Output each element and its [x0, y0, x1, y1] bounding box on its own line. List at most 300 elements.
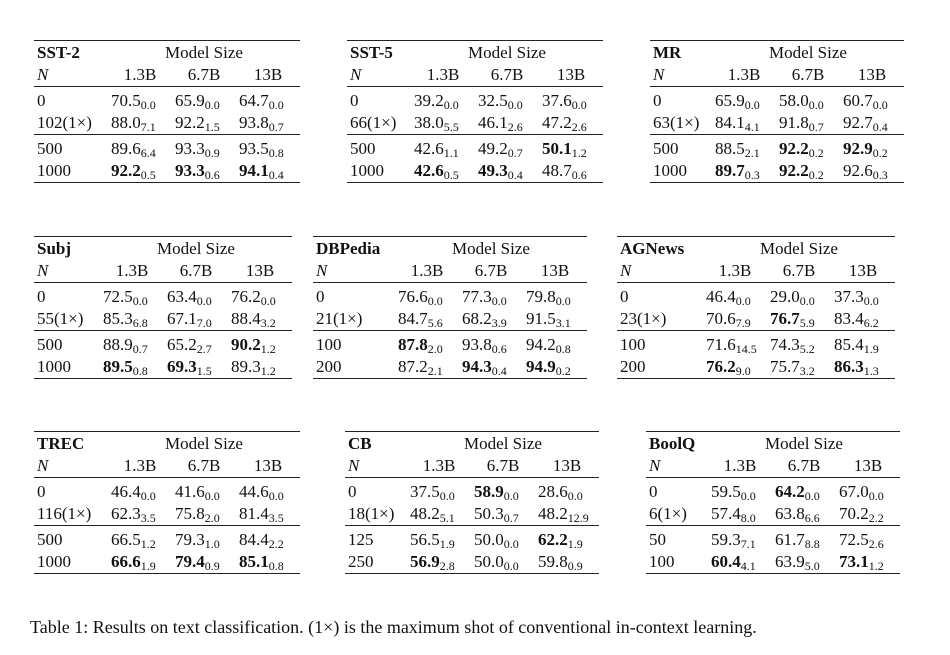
score-std: 1.2 [140, 537, 156, 551]
score-std: 0.7 [268, 120, 284, 134]
score-value: 94.2 [526, 335, 556, 354]
score-std: 0.4 [268, 168, 284, 182]
score-cell [836, 526, 900, 552]
score-std: 0.0 [268, 98, 284, 112]
score-std: 0.3 [872, 168, 888, 182]
score-cell [459, 283, 523, 309]
n-header: N [653, 65, 665, 84]
subheader-row [313, 260, 587, 283]
score-cell [776, 112, 840, 135]
score-std: 7.1 [740, 537, 756, 551]
score-cell [471, 526, 535, 552]
subheader-row [347, 64, 603, 87]
table-row [347, 87, 603, 113]
table-row [313, 356, 587, 379]
dataset-name: Subj [34, 237, 100, 261]
score-value: 89.5 [103, 357, 133, 376]
header-row [345, 432, 599, 456]
model-size-label: 13B [857, 65, 887, 84]
header-row [347, 41, 603, 65]
score-value: 89.6 [111, 139, 141, 158]
score-value: 63.9 [775, 552, 805, 571]
score-cell [772, 551, 836, 574]
model-size-header: Model Size [108, 41, 300, 65]
model-size-label: 6.7B [787, 456, 821, 475]
score-cell [831, 356, 895, 379]
score-value: 92.2 [779, 161, 809, 180]
score-cell [772, 526, 836, 552]
dataset-name: DBPedia [313, 237, 395, 261]
score-value: 94.9 [526, 357, 556, 376]
model-size-label: 13B [540, 261, 570, 280]
score-cell [236, 112, 300, 135]
score-cell [475, 135, 539, 161]
score-cell [100, 331, 164, 357]
shot-count: 0 [34, 87, 108, 113]
score-cell [840, 112, 904, 135]
score-value: 93.3 [175, 139, 205, 158]
table-caption: Table 1: Results on text classification. (1×) is the maximum shot of conventional in-context learning. [30, 617, 757, 637]
score-value: 76.2 [706, 357, 736, 376]
score-std: 0.7 [507, 146, 523, 160]
score-value: 90.2 [231, 335, 261, 354]
score-value: 85.1 [239, 552, 269, 571]
score-cell [772, 503, 836, 526]
score-value: 46.4 [111, 482, 141, 501]
shot-count: 500 [34, 331, 100, 357]
model-size-label: 1.3B [123, 456, 157, 475]
score-value: 60.4 [711, 552, 741, 571]
score-std: 0.4 [872, 120, 888, 134]
shot-count: 50 [646, 526, 708, 552]
score-cell [776, 87, 840, 113]
score-cell [172, 503, 236, 526]
score-value: 37.3 [834, 287, 864, 306]
score-std: 0.0 [804, 489, 820, 503]
score-std: 6.4 [140, 146, 156, 160]
shot-count: 100 [646, 551, 708, 574]
score-value: 61.7 [775, 530, 805, 549]
score-cell [471, 478, 535, 504]
score-cell [411, 135, 475, 161]
score-cell [108, 551, 172, 574]
score-cell [539, 135, 603, 161]
score-value: 50.3 [474, 504, 504, 523]
score-std: 1.2 [260, 342, 276, 356]
table-row [646, 551, 900, 574]
score-cell [836, 551, 900, 574]
score-value: 92.2 [779, 139, 809, 158]
score-value: 84.1 [715, 113, 745, 132]
score-std: 0.0 [260, 294, 276, 308]
score-std: 0.7 [132, 342, 148, 356]
results-table [313, 236, 587, 379]
score-cell [172, 551, 236, 574]
table-row [347, 160, 603, 183]
shot-count: 500 [650, 135, 712, 161]
score-value: 66.5 [111, 530, 141, 549]
score-value: 49.3 [478, 161, 508, 180]
score-value: 93.8 [462, 335, 492, 354]
score-value: 92.2 [111, 161, 141, 180]
table-row [650, 160, 904, 183]
score-value: 91.8 [779, 113, 809, 132]
score-value: 88.9 [103, 335, 133, 354]
score-cell [831, 308, 895, 331]
n-header: N [620, 261, 632, 280]
score-value: 69.3 [167, 357, 197, 376]
score-cell [776, 160, 840, 183]
score-value: 72.5 [839, 530, 869, 549]
score-value: 92.2 [175, 113, 205, 132]
n-header: N [649, 456, 661, 475]
score-cell [407, 478, 471, 504]
score-value: 84.4 [239, 530, 269, 549]
shot-count: 0 [650, 87, 712, 113]
score-cell [703, 331, 767, 357]
model-size-label: 1.3B [723, 456, 757, 475]
shot-count: 21(1×) [316, 309, 363, 328]
score-value: 44.6 [239, 482, 269, 501]
score-cell [535, 551, 599, 574]
table-row [650, 112, 904, 135]
score-value: 68.2 [462, 309, 492, 328]
score-cell [836, 503, 900, 526]
score-cell [228, 356, 292, 379]
score-std: 12.9 [567, 511, 589, 525]
score-cell [172, 135, 236, 161]
score-cell [523, 331, 587, 357]
score-cell [108, 526, 172, 552]
score-std: 0.0 [872, 98, 888, 112]
table-row [646, 526, 900, 552]
shot-count: 200 [313, 356, 395, 379]
n-header: N [316, 261, 328, 280]
score-cell [236, 160, 300, 183]
results-table [34, 236, 292, 379]
results-table [617, 236, 895, 379]
score-cell [523, 283, 587, 309]
score-cell [164, 331, 228, 357]
table-row [617, 331, 895, 357]
dataset-name: SST-5 [347, 41, 411, 65]
score-cell [228, 283, 292, 309]
score-std: 0.0 [868, 489, 884, 503]
score-std: 7.1 [140, 120, 156, 134]
score-std: 1.5 [204, 120, 220, 134]
score-value: 93.5 [239, 139, 269, 158]
subheader-row [617, 260, 895, 283]
score-value: 88.0 [111, 113, 141, 132]
score-std: 2.1 [427, 364, 443, 378]
score-value: 88.4 [231, 309, 261, 328]
score-cell [539, 87, 603, 113]
score-value: 72.5 [103, 287, 133, 306]
score-std: 0.0 [571, 98, 587, 112]
dataset-name: TREC [34, 432, 108, 456]
model-size-label: 1.3B [410, 261, 444, 280]
shot-count: 100 [313, 331, 395, 357]
score-value: 86.3 [834, 357, 864, 376]
score-std: 3.9 [491, 316, 507, 330]
score-std: 1.2 [260, 364, 276, 378]
score-cell [236, 87, 300, 113]
score-cell [100, 308, 164, 331]
score-std: 0.0 [744, 98, 760, 112]
score-value: 37.5 [410, 482, 440, 501]
score-std: 2.8 [439, 559, 455, 573]
score-cell [471, 503, 535, 526]
shot-count: 1000 [34, 356, 100, 379]
score-std: 0.0 [567, 489, 583, 503]
score-std: 0.0 [443, 98, 459, 112]
score-value: 59.8 [538, 552, 568, 571]
score-std: 0.2 [555, 364, 571, 378]
score-std: 0.8 [555, 342, 571, 356]
table-row [646, 503, 900, 526]
score-cell [767, 331, 831, 357]
model-size-header: Model Size [108, 432, 300, 456]
model-size-label: 1.3B [727, 65, 761, 84]
score-cell [108, 112, 172, 135]
score-cell [708, 526, 772, 552]
score-value: 63.8 [775, 504, 805, 523]
shot-count: 500 [34, 135, 108, 161]
score-cell [108, 160, 172, 183]
score-std: 0.0 [491, 294, 507, 308]
score-std: 7.9 [735, 316, 751, 330]
score-value: 50.0 [474, 530, 504, 549]
score-value: 29.0 [770, 287, 800, 306]
shot-count: 500 [347, 135, 411, 161]
n-header: N [37, 65, 49, 84]
score-std: 5.0 [804, 559, 820, 573]
score-value: 48.7 [542, 161, 572, 180]
score-cell [836, 478, 900, 504]
score-value: 85.4 [834, 335, 864, 354]
table-row [617, 308, 895, 331]
model-size-header: Model Size [407, 432, 599, 456]
score-cell [712, 160, 776, 183]
score-value: 38.0 [414, 113, 444, 132]
shot-count: 0 [313, 283, 395, 309]
score-value: 65.9 [175, 91, 205, 110]
shot-count: 66(1×) [350, 113, 397, 132]
score-value: 74.3 [770, 335, 800, 354]
score-cell [840, 87, 904, 113]
subheader-row [345, 455, 599, 478]
score-value: 67.1 [167, 309, 197, 328]
model-size-label: 1.3B [123, 65, 157, 84]
score-cell [840, 160, 904, 183]
score-std: 8.0 [740, 511, 756, 525]
score-cell [831, 331, 895, 357]
score-std: 1.5 [196, 364, 212, 378]
score-cell [539, 160, 603, 183]
score-cell [228, 331, 292, 357]
score-value: 56.5 [410, 530, 440, 549]
table-row [34, 87, 300, 113]
header-row [34, 237, 292, 261]
score-std: 0.4 [491, 364, 507, 378]
model-size-label: 6.7B [187, 65, 221, 84]
score-std: 2.0 [204, 511, 220, 525]
score-cell [703, 283, 767, 309]
score-value: 92.9 [843, 139, 873, 158]
score-value: 42.6 [414, 139, 444, 158]
score-std: 0.0 [140, 489, 156, 503]
table-row [650, 87, 904, 113]
score-std: 6.2 [863, 316, 879, 330]
shot-count: 100 [617, 331, 703, 357]
score-std: 2.2 [268, 537, 284, 551]
score-std: 0.0 [439, 489, 455, 503]
score-value: 89.3 [231, 357, 261, 376]
shot-count: 23(1×) [620, 309, 667, 328]
score-std: 1.2 [571, 146, 587, 160]
score-value: 48.2 [538, 504, 568, 523]
score-value: 92.7 [843, 113, 873, 132]
score-std: 0.2 [808, 168, 824, 182]
dataset-name: SST-2 [34, 41, 108, 65]
shot-count: 55(1×) [37, 309, 84, 328]
score-cell [767, 356, 831, 379]
dataset-name: CB [345, 432, 407, 456]
score-value: 91.5 [526, 309, 556, 328]
score-value: 50.0 [474, 552, 504, 571]
model-size-header: Model Size [100, 237, 292, 261]
score-value: 66.6 [111, 552, 141, 571]
table-row [650, 135, 904, 161]
table-row [617, 283, 895, 309]
score-cell [767, 308, 831, 331]
score-cell [172, 87, 236, 113]
score-cell [164, 356, 228, 379]
score-std: 3.5 [140, 511, 156, 525]
score-cell [776, 135, 840, 161]
table-row [34, 135, 300, 161]
score-value: 62.2 [538, 530, 568, 549]
n-header: N [37, 456, 49, 475]
shot-count: 0 [34, 478, 108, 504]
table-row [345, 478, 599, 504]
results-table-mr [650, 40, 904, 183]
model-size-label: 1.3B [426, 65, 460, 84]
table-row [34, 551, 300, 574]
score-cell [475, 160, 539, 183]
score-std: 2.6 [868, 537, 884, 551]
score-value: 87.8 [398, 335, 428, 354]
shot-count: 250 [345, 551, 407, 574]
score-std: 2.7 [196, 342, 212, 356]
results-table [34, 40, 300, 183]
score-std: 0.0 [799, 294, 815, 308]
score-std: 3.2 [260, 316, 276, 330]
score-cell [840, 135, 904, 161]
score-std: 3.5 [268, 511, 284, 525]
score-std: 0.8 [132, 364, 148, 378]
results-table [34, 431, 300, 574]
score-std: 0.7 [503, 511, 519, 525]
score-std: 0.0 [204, 489, 220, 503]
model-size-label: 6.7B [490, 65, 524, 84]
score-cell [703, 356, 767, 379]
score-std: 0.9 [204, 559, 220, 573]
model-size-label: 6.7B [187, 456, 221, 475]
score-std: 0.0 [863, 294, 879, 308]
score-cell [708, 503, 772, 526]
results-table-sst-2 [34, 40, 300, 183]
shot-count: 116(1×) [37, 504, 92, 523]
model-size-label: 13B [556, 65, 586, 84]
score-value: 83.4 [834, 309, 864, 328]
score-value: 84.7 [398, 309, 428, 328]
score-cell [108, 135, 172, 161]
dataset-name: MR [650, 41, 712, 65]
model-size-label: 6.7B [791, 65, 825, 84]
shot-count: 500 [34, 526, 108, 552]
score-std: 0.0 [740, 489, 756, 503]
score-std: 0.5 [443, 168, 459, 182]
score-cell [703, 308, 767, 331]
score-std: 3.1 [555, 316, 571, 330]
score-value: 57.4 [711, 504, 741, 523]
score-cell [407, 503, 471, 526]
shot-count: 6(1×) [649, 504, 687, 523]
score-std: 1.9 [863, 342, 879, 356]
score-std: 3.2 [799, 364, 815, 378]
score-cell [236, 478, 300, 504]
score-value: 41.6 [175, 482, 205, 501]
score-std: 2.6 [507, 120, 523, 134]
shot-count: 1000 [34, 160, 108, 183]
results-table [650, 40, 904, 183]
score-value: 87.2 [398, 357, 428, 376]
score-std: 5.9 [799, 316, 815, 330]
table-row [313, 331, 587, 357]
results-table-cb [345, 431, 599, 574]
score-std: 5.6 [427, 316, 443, 330]
score-cell [535, 526, 599, 552]
score-std: 9.0 [735, 364, 751, 378]
score-cell [100, 283, 164, 309]
model-size-label: 13B [853, 456, 883, 475]
score-std: 8.8 [804, 537, 820, 551]
table-row [34, 503, 300, 526]
score-value: 67.0 [839, 482, 869, 501]
score-cell [172, 160, 236, 183]
score-value: 79.3 [175, 530, 205, 549]
score-value: 64.7 [239, 91, 269, 110]
score-cell [712, 112, 776, 135]
score-std: 2.1 [744, 146, 760, 160]
score-cell [708, 551, 772, 574]
score-value: 46.1 [478, 113, 508, 132]
table-row [617, 356, 895, 379]
score-std: 0.6 [491, 342, 507, 356]
score-std: 0.3 [744, 168, 760, 182]
model-size-header: Model Size [395, 237, 587, 261]
model-size-header: Model Size [411, 41, 603, 65]
table-row [313, 308, 587, 331]
model-size-label: 13B [552, 456, 582, 475]
score-std: 0.0 [503, 537, 519, 551]
score-std: 1.9 [567, 537, 583, 551]
table-row [313, 283, 587, 309]
shot-count: 0 [646, 478, 708, 504]
score-std: 0.0 [427, 294, 443, 308]
score-std: 0.0 [503, 489, 519, 503]
